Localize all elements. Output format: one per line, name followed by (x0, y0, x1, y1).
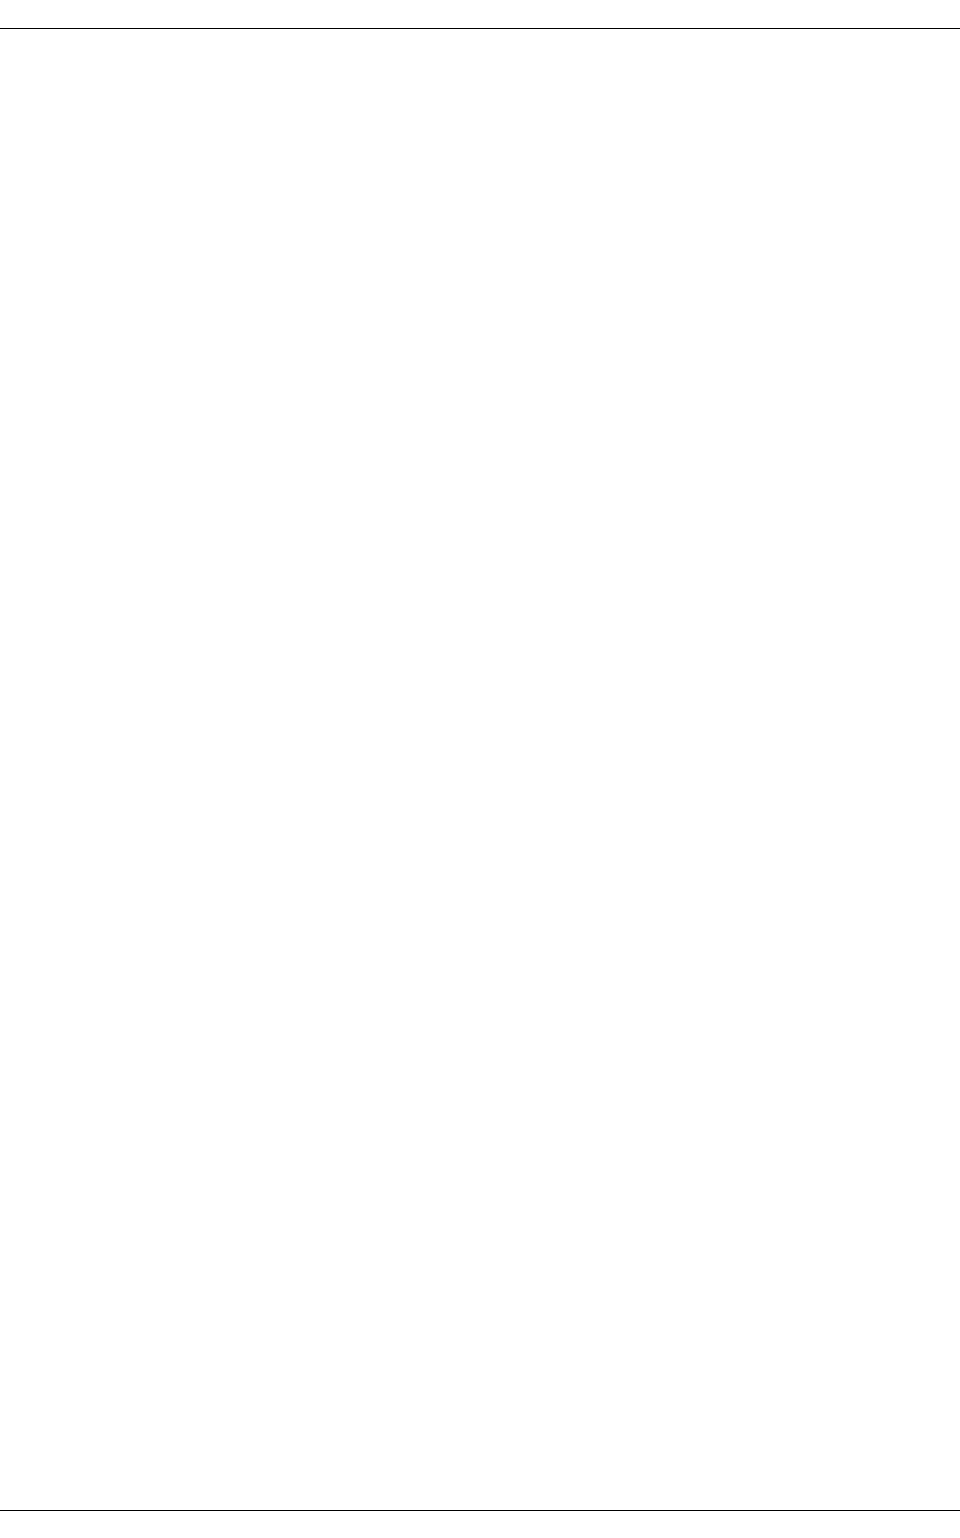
spacer (0, 88, 954, 116)
document-body (0, 60, 954, 144)
header-rule (0, 28, 960, 29)
footer-rule (0, 1510, 960, 1511)
page-header (0, 2, 960, 26)
spacer (0, 116, 954, 144)
